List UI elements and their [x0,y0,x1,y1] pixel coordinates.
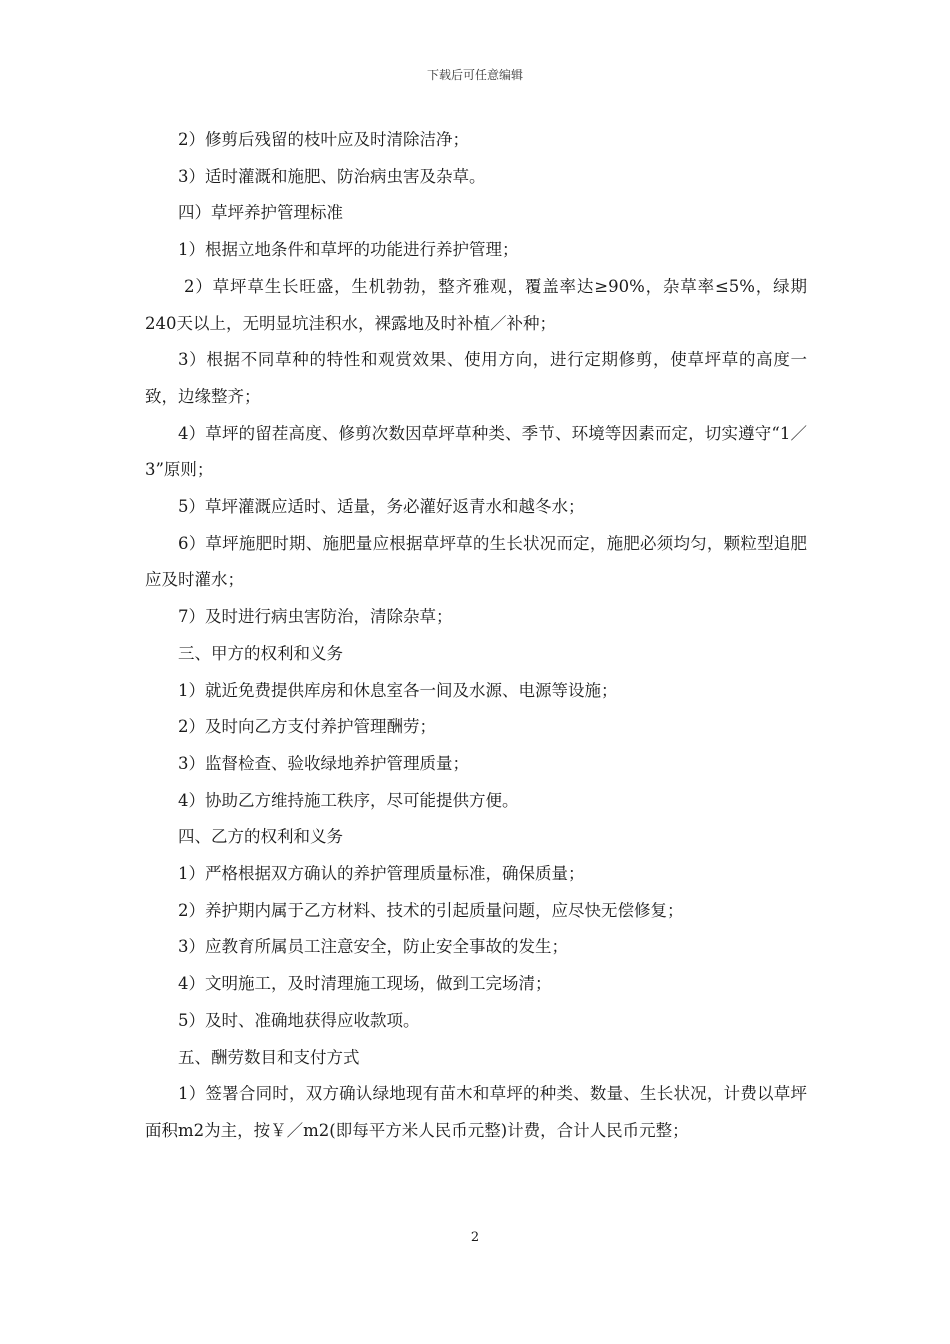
page-header: 下载后可任意编辑 [426,68,523,82]
section-heading: 三、甲方的权利和义务 [178,643,343,663]
page-number: 2 [470,1230,480,1245]
paragraph: 2）养护期内属于乙方材料、技术的引起质量问题，应尽快无偿修复； [178,900,684,920]
paragraph: 4）文明施工，及时清理施工现场，做到工完场清； [178,974,552,994]
document-body [145,122,807,1150]
paragraph: 1）根据立地条件和草坪的功能进行养护管理； [178,240,519,260]
section-heading: 四）草坪养护管理标准 [178,203,343,223]
paragraph: 7）及时进行病虫害防治，清除杂草； [178,607,453,627]
paragraph: 3）应教育所属员工注意安全，防止安全事故的发生； [178,937,568,957]
paragraph: 4）草坪的留茬高度、修剪次数因草坪草种类、季节、环境等因素而定，切实遵守“1／3”原则； [145,423,807,480]
paragraph: 2）修剪后残留的枝叶应及时清除洁净； [178,130,469,149]
paragraph: 2）及时向乙方支付养护管理酬劳； [178,717,436,737]
paragraph: 3）监督检查、验收绿地养护管理质量； [178,753,469,773]
section-heading: 四、乙方的权利和义务 [178,827,343,847]
paragraph: 4）协助乙方维持施工秩序，尽可能提供方便。 [178,790,519,810]
paragraph: 5）及时、准确地获得应收款项。 [178,1010,420,1030]
paragraph: 1）严格根据双方确认的养护管理质量标准，确保质量； [178,864,585,884]
paragraph: 3）适时灌溉和施肥、防治病虫害及杂草。 [178,166,486,186]
paragraph: 1）签署合同时，双方确认绿地现有苗木和草坪的种类、数量、生长状况，计费以草坪面积m2为主，按￥／m2(即每平方米人民币元整)计费，合计人民币元整； [145,1084,807,1140]
paragraph: 1）就近免费提供库房和休息室各一间及水源、电源等设施； [178,680,618,700]
paragraph: 3）根据不同草种的特性和观赏效果、使用方向，进行定期修剪，使草坪草的高度一致，边缘整齐； [145,350,807,406]
paragraph: 5）草坪灌溉应适时、适量，务必灌好返青水和越冬水； [178,497,585,517]
section-heading: 五、酬劳数目和支付方式 [178,1047,360,1067]
paragraph: 6）草坪施肥时期、施肥量应根据草坪草的生长状况而定，施肥必须均匀，颗粒型追肥应及时灌水； [145,533,807,590]
paragraph: 2）草坪草生长旺盛，生机勃勃，整齐雅观，覆盖率达≥90%，杂草率≤5%，绿期240天以上，无明显坑洼积水，裸露地及时补植／补种； [145,276,807,333]
